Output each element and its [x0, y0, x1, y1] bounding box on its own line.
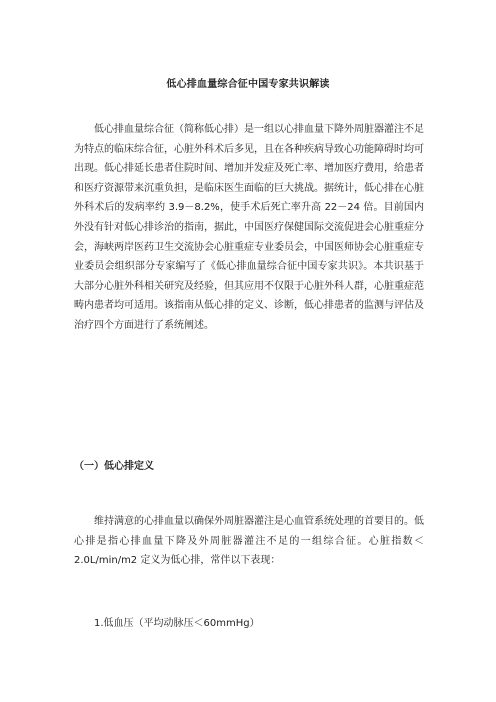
section-paragraph: 维持满意的心排血量以确保外周脏器灌注是心血管系统处理的首要目的。低心排是指心排血量下降及外周脏器灌注不足的一组综合征。心脏指数＜2.0L/min/m2 定义为低心排，常伴以下表现：	[74, 516, 424, 567]
section-heading: （一）低心排定义	[74, 461, 154, 472]
intro-paragraph: 低心排血量综合征（简称低心排）是一组以心排血量下降外周脏器灌注不足为特点的临床综合征，心脏外科术后多见，且在各种疾病导致心功能障碍时均可出现。低心排延长患者住院时间、增加并发症及死亡率、增加医疗费用，给患者和医疗资源带来沉重负担，是临床医生面临的巨大挑战。据统计，低心排在心脏外科术后的发病率约 3.9－8.2%，使手术后死亡率升高 22－24 倍。目前国内外没有针对低心排诊治的指南，据此，中国医疗保健国际交流促进会心脏重症分会，海峡两岸医药卫生交流协会心脏重症专业委员会，中国医师协会心脏重症专业委员会组织部分专家编写了《低心排血量综合征中国专家共识》。本共识基于大部分心脏外科相关研究及经验，但其应用不仅限于心脏外科人群，心脏重症范畴内患者均可适用。该指南从低心排的定义、诊断，低心排患者的监测与评估及治疗四个方面进行了系统阐述。	[74, 124, 424, 331]
document-title: 低心排血量综合征中国专家共识解读	[166, 79, 330, 90]
list-item-1: 1.低血压（平均动脉压＜60mmHg）	[94, 618, 260, 629]
